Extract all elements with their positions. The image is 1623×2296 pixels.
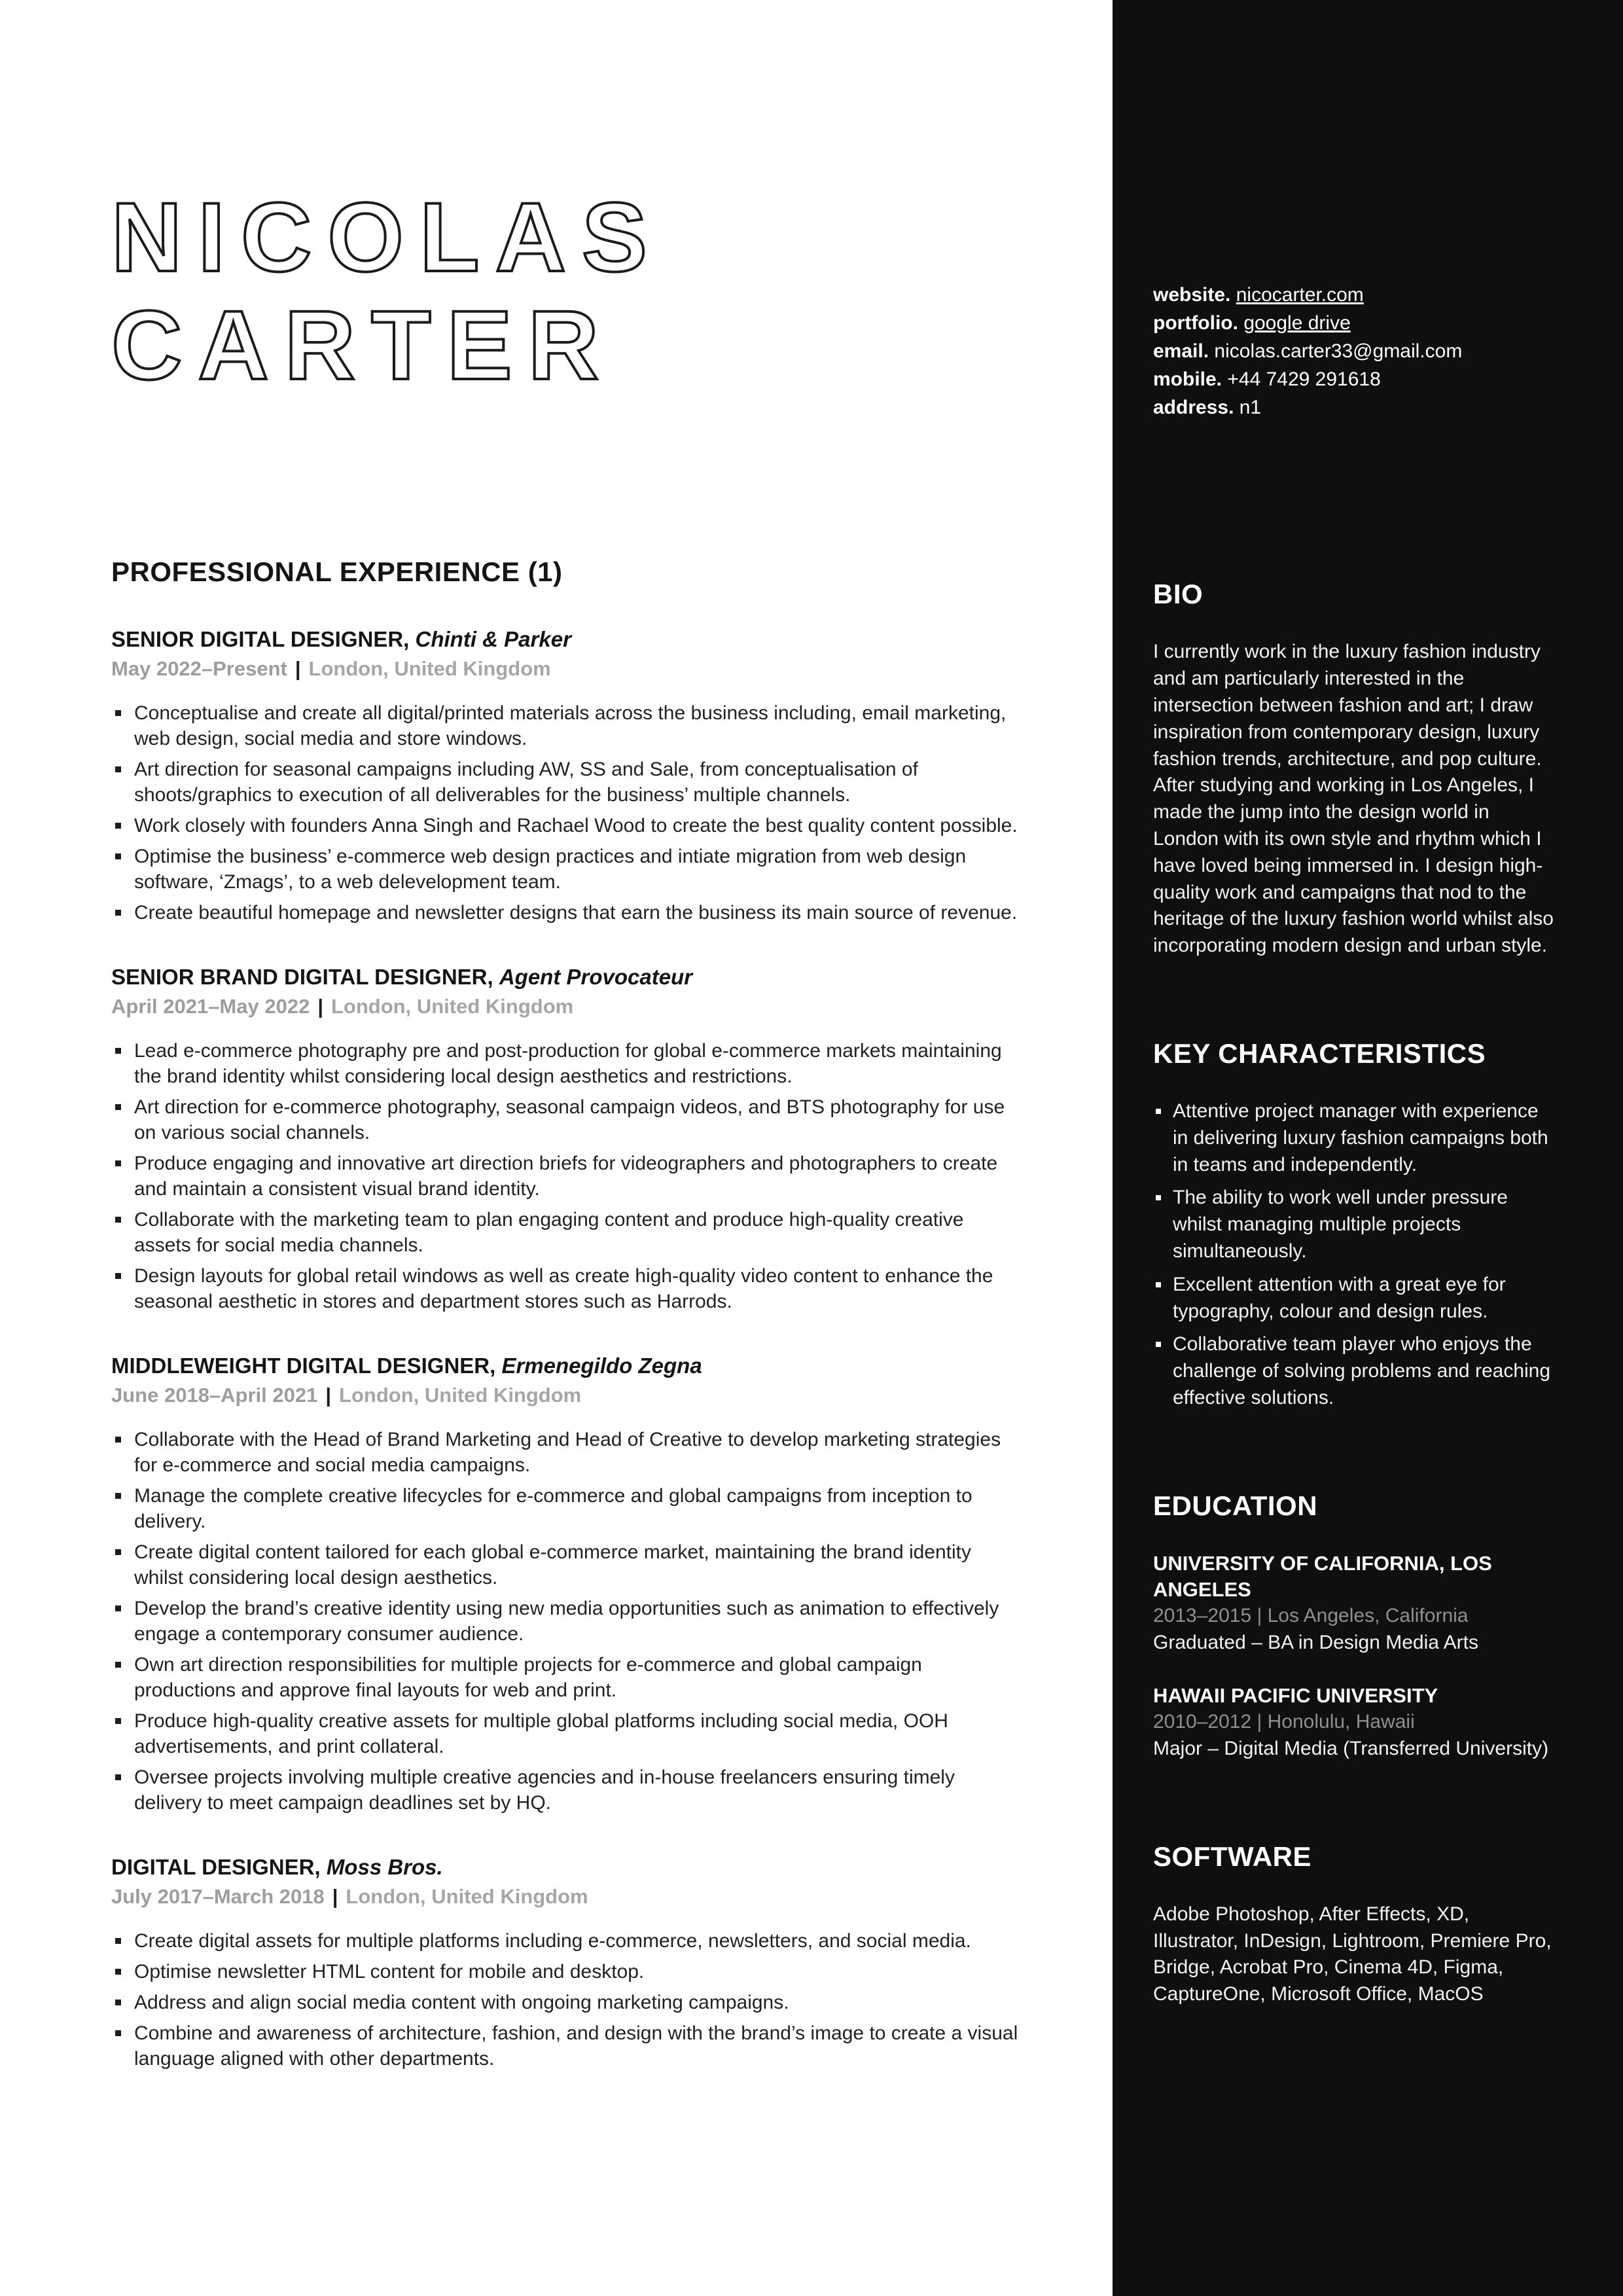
job-company: Agent Provocateur [499,965,693,989]
bullet-text: Address and align social media content with ongoing marketing campaigns. [134,1992,789,2013]
job-role: MIDDLEWEIGHT DIGITAL DESIGNER, [111,1354,496,1378]
bio-text: I currently work in the luxury fashion industry and am particularly interested in the intersection between fashion and art; I draw inspiration from contemporary design, luxury fashion trends, architecture, and pop culture. After studying and working in Los Angeles, I made the jump into the design world in London with its own style and rhythm which I have loved being immersed in. I design high-quality work and campaigns that nod to the heritage of the luxury fashion world whilst also incorporating modern design and urban style. [1153,641,1554,957]
bullet-square-icon [115,1774,121,1780]
bullet-square-icon [115,1104,121,1110]
job-company: Moss Bros. [326,1855,443,1879]
contact-label: website. [1153,284,1231,306]
contact-row-website [1153,281,1558,310]
bullet-item [111,700,1021,751]
software-section [1153,1841,1558,2008]
job-dates: May 2022–Present [111,657,287,680]
job-entry-agent-provocateur [111,965,1021,1314]
bullet-item [111,900,1021,925]
bullet-item [111,1765,1021,1816]
bullet-item [111,1708,1021,1759]
characteristic-text: Collaborative team player who enjoys the challenge of solving problems and reaching effective solutions. [1173,1333,1551,1408]
bullet-item [111,1427,1021,1478]
bullet-text: Develop the brand’s creative identity using new media opportunities such as animation to effectively engage a contemporary consumer audience. [134,1598,999,1645]
job-company: Ermenegildo Zegna [501,1354,702,1378]
bullet-text: Art direction for e-commerce photography, seasonal campaign videos, and BTS photography for use on various social channels. [134,1096,1005,1143]
bullet-item [111,1539,1021,1590]
key-characteristics-heading: KEY CHARACTERISTICS [1153,1038,1486,1069]
bullet-text: Create digital content tailored for each global e-commerce market, maintaining the brand identity whilst considering local design aesthetics. [134,1541,972,1588]
bullet-text: Produce high-quality creative assets for multiple global platforms including social media, OOH advertisements, and print collateral. [134,1710,948,1757]
characteristic-text: Excellent attention with a great eye for typography, colour and design rules. [1173,1273,1506,1322]
characteristic-text: The ability to work well under pressure whilst managing multiple projects simultaneously. [1173,1187,1508,1262]
bullet-text: Collaborate with the Head of Brand Marketing and Head of Creative to develop marketing strategies for e-commerce and social media campaigns. [134,1429,1001,1476]
job-company: Chinti & Parker [415,627,571,651]
job-title [111,1354,1021,1378]
job-bullet-list [111,700,1021,925]
bullet-item [111,1263,1021,1314]
contact-label: mobile. [1153,368,1222,390]
characteristic-text: Attentive project manager with experience in delivering luxury fashion campaigns both in teams and independently. [1173,1100,1548,1175]
bullet-item [111,1652,1021,1703]
bullet-text: Design layouts for global retail windows as well as create high-quality video content to enhance the seasonal aesthetic in stores and department stores such as Harrods. [134,1265,993,1312]
job-location: London, United Kingdom [346,1885,588,1908]
meta-separator: | [317,995,323,1018]
name-logo [111,183,1021,399]
bullet-square-icon [115,1549,121,1555]
contact-block [1153,281,1558,422]
bullet-item [111,757,1021,808]
job-bullet-list [111,1928,1021,2072]
bullet-item [111,1207,1021,1258]
bullet-text: Collaborate with the marketing team to plan engaging content and produce high-quality creative assets for social media channels. [134,1209,964,1256]
bullet-square-icon [115,1605,121,1611]
school-name: HAWAII PACIFIC UNIVERSITY [1153,1683,1438,1707]
bullet-square-icon [115,823,121,829]
bullet-square-icon [115,1662,121,1668]
bullet-square-icon [115,1437,121,1443]
bullet-text: Optimise newsletter HTML content for mobile and desktop. [134,1961,645,1982]
job-location: London, United Kingdom [339,1384,582,1407]
sidebar [1113,0,1623,2296]
bullet-item [111,844,1021,895]
portfolio-link[interactable]: google drive [1243,312,1351,334]
bio-heading: BIO [1153,579,1204,610]
job-role: DIGITAL DESIGNER, [111,1855,321,1879]
bullet-square-icon [115,766,121,772]
bullet-text: Own art direction responsibilities for multiple projects for e-commerce and global campaign productions and approve final layouts for web and print. [134,1654,922,1701]
bullet-item [111,1928,1021,1954]
bio-section [1153,579,1558,960]
bullet-item [111,1959,1021,1984]
bullet-item [111,1094,1021,1145]
characteristic-item [1153,1272,1558,1325]
job-location: London, United Kingdom [308,657,551,680]
bullet-square-icon [115,710,121,716]
bullet-text: Produce engaging and innovative art direction briefs for videographers and photographers to create and maintain a consistent visual brand identity. [134,1153,998,1200]
job-meta [111,657,1021,681]
name-line-2: CARTER [111,290,615,400]
education-section [1153,1490,1558,1763]
bullet-square-icon [115,1048,121,1054]
bullet-text: Create beautiful homepage and newsletter designs that earn the business its main source of revenue. [134,902,1018,924]
job-entry-ermenegildo-zegna [111,1354,1021,1816]
address-value: n1 [1239,396,1262,418]
bullet-square-icon [115,2030,121,2036]
bullet-text: Lead e-commerce photography pre and post-production for global e-commerce markets maintaining the brand identity whilst considering local design aesthetics and restrictions. [134,1040,1002,1087]
contact-label: email. [1153,340,1209,362]
job-entry-chinti-parker [111,627,1021,925]
bullet-item [111,813,1021,838]
job-dates: July 2017–March 2018 [111,1885,325,1908]
bullet-square-icon [115,1938,121,1944]
school-entry-hawaii-pacific [1153,1683,1558,1763]
bullet-text: Art direction for seasonal campaigns including AW, SS and Sale, from conceptualisation of shoots/graphics to execution of all deliverables for the business’ multiple channels. [134,759,918,806]
job-title [111,1855,1021,1880]
contact-row-mobile [1153,366,1558,394]
bullet-square-icon [115,1718,121,1724]
bullet-text: Manage the complete creative lifecycles for e-commerce and global campaigns from inception to delivery. [134,1485,972,1532]
contact-row-email [1153,338,1558,366]
bullet-square-icon [115,1969,121,1975]
bullet-item [111,1151,1021,1202]
contact-label: address. [1153,396,1234,418]
characteristic-item [1153,1331,1558,1411]
bullet-square-icon [115,1217,121,1223]
job-title [111,965,1021,990]
mobile-value: +44 7429 291618 [1227,368,1381,390]
experience-heading: PROFESSIONAL EXPERIENCE (1) [111,556,563,587]
school-detail: Major – Digital Media (Transferred University) [1153,1738,1549,1760]
bullet-text: Optimise the business’ e-commerce web design practices and intiate migration from web design software, ‘Zmags’, to a web delevelopment team. [134,846,967,893]
job-meta [111,995,1021,1018]
bullet-text: Combine and awareness of architecture, fashion, and design with the brand’s image to create a visual language aligned with other departments. [134,2022,1018,2070]
education-heading: EDUCATION [1153,1490,1318,1521]
bullet-text: Oversee projects involving multiple creative agencies and in-house freelancers ensuring timely delivery to meet campaign deadlines set by HQ. [134,1767,955,1814]
job-role: SENIOR BRAND DIGITAL DESIGNER, [111,965,493,989]
bullet-square-icon [115,1493,121,1499]
website-link[interactable]: nicocarter.com [1236,284,1364,306]
name-line-1: NICOLAS [111,182,663,292]
bullet-item [111,2020,1021,2072]
bullet-text: Work closely with founders Anna Singh and Rachael Wood to create the best quality content possible. [134,815,1018,836]
bullet-item [111,1596,1021,1647]
bullet-item [111,1038,1021,1089]
bullet-item [111,1990,1021,2015]
school-name: UNIVERSITY OF CALIFORNIA, LOS ANGELES [1153,1551,1492,1602]
bullet-square-icon [115,2000,121,2005]
school-entry-ucla [1153,1551,1558,1657]
bullet-square-icon [1156,1342,1161,1347]
key-characteristics-section [1153,1038,1558,1412]
characteristic-item [1153,1185,1558,1265]
school-detail: Graduated – BA in Design Media Arts [1153,1632,1478,1654]
job-location: London, United Kingdom [331,995,574,1018]
bullet-square-icon [115,853,121,859]
job-entry-moss-bros [111,1855,1021,2072]
bullet-square-icon [1156,1195,1161,1200]
bullet-text: Create digital assets for multiple platforms including e-commerce, newsletters, and social media. [134,1930,971,1952]
email-value: nicolas.carter33@gmail.com [1214,340,1463,362]
bullet-square-icon [115,1273,121,1279]
job-title [111,627,1021,652]
job-meta [111,1384,1021,1407]
bullet-square-icon [1156,1109,1161,1114]
bullet-item [111,1483,1021,1534]
meta-separator: | [325,1384,332,1407]
contact-row-portfolio [1153,310,1558,338]
job-meta [111,1885,1021,1909]
contact-label: portfolio. [1153,312,1238,334]
job-bullet-list [111,1427,1021,1816]
software-heading: SOFTWARE [1153,1840,1311,1872]
contact-row-address [1153,394,1558,422]
job-dates: June 2018–April 2021 [111,1384,318,1407]
job-role: SENIOR DIGITAL DESIGNER, [111,627,410,651]
software-list: Adobe Photoshop, After Effects, XD, Illustrator, InDesign, Lightroom, Premiere Pro, Bridge, Acrobat Pro, Cinema 4D, Figma, CaptureOne, Microsoft Office, MacOS [1153,1903,1552,2005]
school-dates: 2013–2015 | Los Angeles, California [1153,1605,1469,1627]
bullet-text: Conceptualise and create all digital/printed materials across the business including, email marketing, web design, social media and store windows. [134,702,1007,749]
bullet-square-icon [115,1160,121,1166]
job-bullet-list [111,1038,1021,1314]
meta-separator: | [294,657,301,680]
bullet-square-icon [115,910,121,916]
key-characteristics-list [1153,1098,1558,1412]
bullet-square-icon [1156,1282,1161,1287]
meta-separator: | [332,1885,338,1908]
school-dates: 2010–2012 | Honolulu, Hawaii [1153,1711,1415,1733]
characteristic-item [1153,1098,1558,1178]
job-dates: April 2021–May 2022 [111,995,310,1018]
